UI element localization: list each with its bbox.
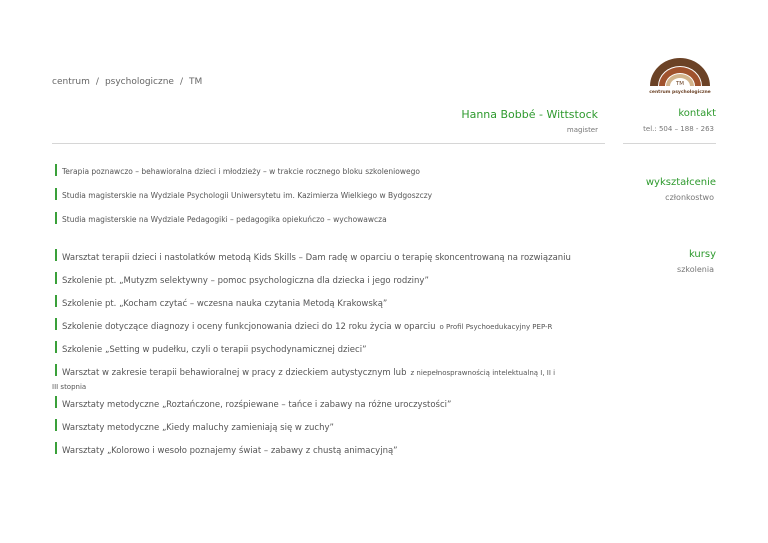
logo-arches-icon bbox=[648, 56, 712, 96]
breadcrumb bbox=[52, 77, 202, 87]
bullet-bar bbox=[55, 318, 57, 330]
divider bbox=[52, 143, 605, 144]
bullet-bar bbox=[55, 164, 57, 176]
person-name: Hanna Bobbé - Wittstock bbox=[461, 108, 598, 121]
breadcrumb-centrum[interactable]: centrum bbox=[52, 77, 90, 87]
courses-list bbox=[52, 252, 622, 468]
list-item: Szkolenie „Setting w pudełku, czyli o terapii psychodynamicznej dzieci” bbox=[52, 344, 622, 356]
bullet-bar bbox=[55, 442, 57, 454]
breadcrumb-tm[interactable]: TM bbox=[189, 77, 203, 87]
list-item: Warsztaty metodyczne „Roztańczone, rozśpiewane – tańce i zabawy na różne uroczystości” bbox=[52, 399, 622, 411]
contact-phone: tel.: 504 – 188 - 263 bbox=[643, 125, 714, 133]
list-item: Warsztaty „Kolorowo i wesoło poznajemy świat – zabawy z chustą animacyjną” bbox=[52, 445, 622, 457]
bullet-bar bbox=[55, 212, 57, 224]
list-item: Szkolenie dotyczące diagnozy i oceny funkcjonowania dzieci do 12 roku życia w oparciu o Profil Psychoedukacyjny PEP-R bbox=[52, 321, 622, 333]
bullet-bar bbox=[55, 364, 57, 376]
list-item: Terapia poznawczo – behawioralna dzieci i młodzieży – w trakcie rocznego bloku szkoleniowego bbox=[52, 167, 622, 177]
list-item: Warsztaty metodyczne „Kiedy maluchy zamieniają się w zuchy” bbox=[52, 422, 622, 434]
nav-education-link[interactable]: wykształcenie bbox=[645, 177, 716, 188]
bullet-bar bbox=[55, 188, 57, 200]
list-item: Szkolenie pt. „Kocham czytać – wczesna nauka czytania Metodą Krakowską” bbox=[52, 298, 622, 310]
logo[interactable] bbox=[648, 56, 712, 96]
breadcrumb-psychologiczne[interactable]: psychologiczne bbox=[104, 77, 174, 87]
breadcrumb-separator: / bbox=[95, 77, 99, 87]
bullet-bar bbox=[55, 396, 57, 408]
list-item: Warsztat terapii dzieci i nastolatków metodą Kids Skills – Dam radę w oparciu o terapię skoncentrowaną na rozwiązaniu bbox=[52, 252, 622, 264]
bullet-bar bbox=[55, 249, 57, 261]
list-item: Studia magisterskie na Wydziale Pedagogiki – pedagogika opiekuńczo – wychowawcza bbox=[52, 215, 622, 225]
bullet-bar bbox=[55, 272, 57, 284]
nav-trainings-link[interactable]: szkolenia bbox=[677, 265, 714, 274]
bullet-bar bbox=[55, 419, 57, 431]
nav-membership-link[interactable]: członkostwo bbox=[665, 193, 714, 202]
breadcrumb-separator: / bbox=[179, 77, 184, 87]
education-list bbox=[52, 167, 622, 239]
nav-courses-link[interactable]: kursy bbox=[688, 249, 716, 260]
logo-tm: TM bbox=[675, 81, 685, 87]
list-item: Szkolenie pt. „Mutyzm selektywny – pomoc psychologiczna dla dziecka i jego rodziny” bbox=[52, 275, 622, 287]
divider bbox=[623, 143, 716, 144]
logo-text: centrum psychologiczne bbox=[649, 90, 711, 95]
bullet-bar bbox=[55, 295, 57, 307]
list-item: Studia magisterskie na Wydziale Psychologii Uniwersytetu im. Kazimierza Wielkiego w Bydgoszczy bbox=[52, 191, 622, 201]
bullet-bar bbox=[55, 341, 57, 353]
nav-contact-link[interactable]: kontakt bbox=[678, 108, 716, 119]
person-title: magister bbox=[566, 126, 598, 134]
list-item: Warsztat w zakresie terapii behawioralnej w pracy z dzieckiem autystycznym lub z niepełnosprawnością intelektualną I, II i III stopnia bbox=[52, 367, 622, 393]
